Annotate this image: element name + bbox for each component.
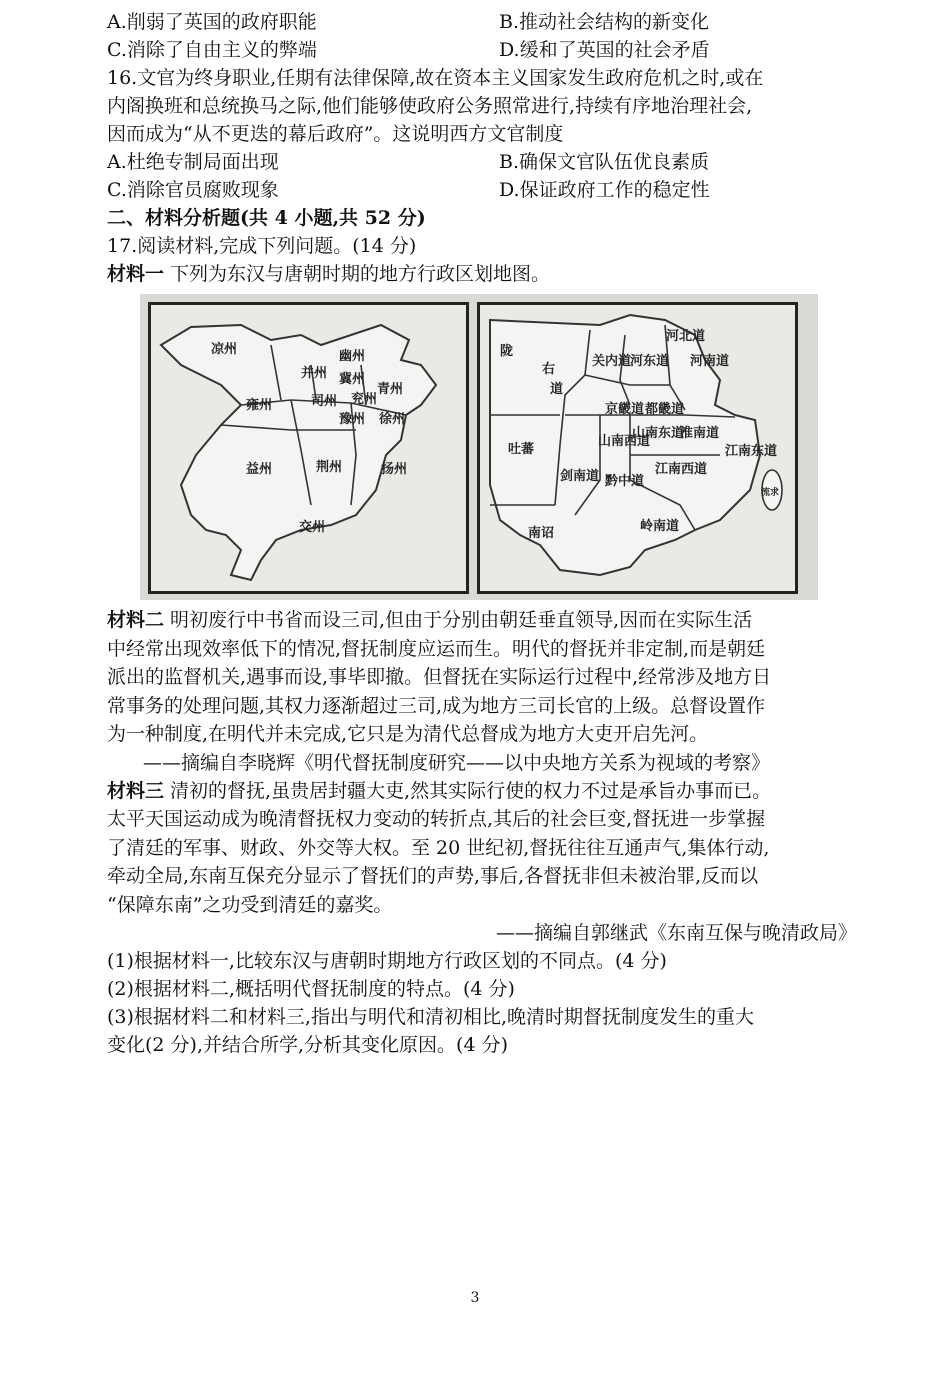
- map-left-label-10: 益州: [246, 462, 273, 477]
- material-1-label: 材料一: [107, 263, 165, 285]
- q16-option-d: D.保证政府工作的稳定性: [499, 179, 710, 201]
- material-2-line-5: 为一种制度,在明代并未完成,它只是为清代总督成为地方大吏开启先河。: [107, 723, 709, 745]
- map-right-label-12: 江南西道: [655, 462, 708, 477]
- map-left-label-8: 徐州: [379, 412, 406, 427]
- q15-option-b: B.推动社会结构的新变化: [499, 11, 710, 33]
- map-left-label-1: 幽州: [339, 349, 366, 364]
- q15-options-row-2: [107, 36, 857, 64]
- map-left-label-13: 交州: [299, 520, 326, 535]
- map-left-label-2: 并州: [301, 366, 328, 381]
- map-left-label-9: 雍州: [246, 398, 273, 413]
- q17-sub-question-2: (2)根据材料二,概括明代督抚制度的特点。(4 分): [107, 978, 515, 1000]
- material-3: [107, 777, 857, 920]
- map-right-label-10: 淮南道: [680, 426, 720, 441]
- q17-sub-question-1: (1)根据材料一,比较东汉与唐朝时期地方行政区划的不同点。(4 分): [107, 950, 667, 972]
- q15-options-row-1: [107, 8, 857, 36]
- q15-option-a: A.削弱了英国的政府职能: [107, 11, 317, 33]
- map-right-label-16: 黔中道: [605, 474, 645, 489]
- map-left-label-4: 青州: [377, 382, 404, 397]
- map-right-label-15: 剑南道: [560, 469, 600, 484]
- material-2-line-2: 中经常出现效率低下的情况,督抚制度应运而生。明代的督抚并非定制,而是朝廷: [107, 637, 766, 660]
- map-right-label-1: 右: [542, 362, 556, 377]
- material-2-line-4: 常事务的处理问题,其权力逐渐超过三司,成为地方三司长官的上级。总督设置作: [107, 694, 766, 717]
- material-3-line-3: 了清廷的军事、财政、外交等大权。至 20 世纪初,督抚往往互通声气,集体行动,: [107, 836, 770, 859]
- map-right-label-2: 道: [550, 382, 564, 397]
- map-left-label-12: 扬州: [381, 462, 408, 477]
- map-right-label-17: 岭南道: [640, 519, 680, 534]
- q16-option-b: B.确保文官队伍优良素质: [499, 151, 710, 173]
- material-2: [107, 606, 857, 749]
- map-right-label-13: 江南东道: [725, 444, 778, 459]
- material-3-line-4: 牵动全局,东南互保充分显示了督抚们的声势,事后,各督抚非但未被治罪,反而以: [107, 865, 759, 887]
- map-left-label-5: 司州: [311, 394, 338, 409]
- q17-sub-question-3-line-2: 变化(2 分),并结合所学,分析其变化原因。(4 分): [107, 1034, 508, 1056]
- tang-dynasty-map-drawing: [480, 305, 795, 591]
- section-2-title: 二、材料分析题(共 4 小题,共 52 分): [107, 207, 426, 229]
- map-left-label-3: 冀州: [339, 372, 366, 387]
- map-right-label-9: 山南东道: [632, 426, 685, 441]
- q16-options-row-2: [107, 176, 857, 204]
- q16-stem-line-2: 内阁换班和总统换马之际,他们能够使政府公务照常进行,持续有序地治理社会,: [107, 95, 753, 117]
- material-2-line-1: 明初废行中书省而设三司,但由于分别由朝廷垂直领导,因而在实际生活: [164, 609, 753, 631]
- map-right-label-19: 流求: [761, 488, 780, 498]
- material-3-line-5: “保障东南”之功受到清廷的嘉奖。: [107, 893, 393, 916]
- map-right-label-6: 河南道: [690, 354, 730, 369]
- q17-sub-question-3-line-1: (3)根据材料二和材料三,指出与明代和清初相比,晚清时期督抚制度发生的重大: [107, 1006, 754, 1028]
- map-left-label-7: 豫州: [339, 412, 366, 427]
- material-2-label: 材料二: [107, 609, 165, 631]
- map-right-label-14: 吐蕃: [508, 442, 535, 457]
- q16-option-c: C.消除官员腐败现象: [107, 179, 279, 201]
- eastern-han-map: [148, 302, 469, 594]
- page-number: 3: [470, 1290, 480, 1306]
- tang-dynasty-map: [477, 302, 798, 594]
- material-2-source: ——摘编自李晓辉《明代督抚制度研究——以中央地方关系为视域的考察》: [143, 751, 771, 774]
- material-3-line-2: 太平天国运动成为晚清督抚权力变动的转折点,其后的社会巨变,督抚进一步掌握: [107, 808, 766, 830]
- map-left-label-11: 荆州: [316, 460, 343, 475]
- q16-option-a: A.杜绝专制局面出现: [107, 151, 279, 173]
- q16-stem-line-3: 因而成为“从不更迭的幕后政府”。这说明西方文官制度: [107, 123, 564, 145]
- map-right-label-0: 陇: [500, 344, 514, 359]
- map-figure: [140, 294, 818, 600]
- material-3-line-1: 清初的督抚,虽贵居封疆大吏,然其实际行使的权力不过是承旨办事而已。: [164, 779, 772, 802]
- map-right-label-18: 南诏: [528, 526, 555, 541]
- q15-option-d: D.缓和了英国的社会矛盾: [499, 39, 710, 61]
- map-right-label-4: 河东道: [630, 354, 670, 369]
- q15-option-c: C.消除了自由主义的弊端: [107, 39, 317, 61]
- map-left-label-6: 兖州: [351, 392, 378, 407]
- eastern-han-map-drawing: [151, 305, 466, 591]
- map-right-label-3: 关内道: [592, 354, 632, 369]
- material-1-text: 下列为东汉与唐朝时期的地方行政区划地图。: [164, 263, 551, 285]
- map-right-label-5: 河北道: [666, 329, 706, 344]
- map-right-label-8: 都畿道: [645, 402, 685, 417]
- q16-stem-line-1: 16.文官为终身职业,任期有法律保障,故在资本主义国家发生政府危机之时,或在: [107, 67, 764, 89]
- map-right-label-7: 京畿道: [605, 402, 645, 417]
- material-3-label: 材料三: [107, 779, 165, 802]
- material-3-source: ——摘编自郭继武《东南互保与晚清政局》: [495, 922, 857, 944]
- q17-stem: 17.阅读材料,完成下列问题。(14 分): [107, 235, 417, 257]
- material-2-line-3: 派出的监督机关,遇事而设,事毕即撤。但督抚在实际运行过程中,经常涉及地方日: [107, 666, 772, 688]
- map-left-label-0: 凉州: [211, 342, 238, 357]
- exam-page: [107, 8, 857, 1059]
- q16-options-row-1: [107, 148, 857, 176]
- map-right-label-11: 山南西道: [598, 434, 651, 449]
- material-1: [107, 260, 857, 288]
